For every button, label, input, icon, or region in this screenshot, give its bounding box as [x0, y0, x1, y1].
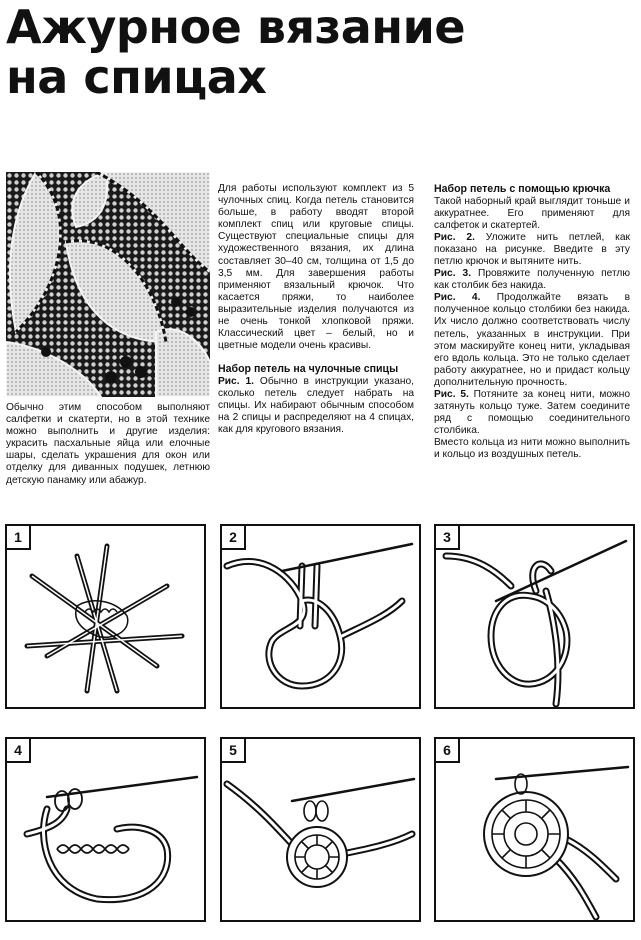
- figure-5: [220, 737, 421, 922]
- page-title: [6, 2, 465, 102]
- tightened-ring-icon: [222, 739, 419, 920]
- left-column-text: Обычно этим способом выполняют салфетки и скатерти, но в этой технике можно выполнить и другие изделия: украсить пасхальные яйца или елочные шары, сделать украшения для окон или отделку для диванных подушек, летнюю детскую панамку или абажур.: [6, 402, 210, 486]
- fig2-label: Рис. 2.: [434, 231, 475, 243]
- fig5-text: Потяните за конец нити, можно затянуть кольцо туже. Затем соедините ряд с помощью соединительного столбика.: [434, 389, 630, 437]
- stitches-on-ring-icon: [7, 739, 204, 920]
- figure-2-number: 2: [222, 526, 246, 550]
- fig4-paragraph: [434, 292, 630, 389]
- fig1-label: Рис. 1.: [218, 375, 254, 387]
- figure-5-number: 5: [222, 739, 246, 763]
- fig2-text: Уложите нить петлей, как показано на рисунке. Введите в эту петлю крючок и вытяните нить.: [434, 231, 630, 267]
- figure-1: [5, 524, 206, 709]
- middle-column: [218, 183, 414, 436]
- fig5-paragraph: [434, 389, 630, 437]
- figure-6-number: 6: [436, 739, 460, 763]
- fig4-text: Продолжайте вязать в полученное кольцо столбики без накида. Их число должно соответствовать числу петель, указанных в инструкции. При этом маскируйте конец нити, укладывая его вдоль кольца. Это не только сделает работу аккуратнее, но и придаст кольцу дополнительную прочность.: [434, 292, 630, 388]
- hook-through-loop-icon: [436, 526, 633, 707]
- joined-round-icon: [436, 739, 633, 920]
- hook-outro: Вместо кольца из нити можно выполнить и кольцо из воздушных петель.: [434, 437, 630, 461]
- yarn-loop-icon: [222, 526, 419, 707]
- fig3-label: Рис. 3.: [434, 268, 472, 280]
- materials-paragraph: Для работы используют комплект из 5 чулочных спиц. Когда петель становится больше, в работу вводят второй комплект спиц или круговые спицы. Существуют специальные спицы для художественного вязания, их длина составляет 30–40 см, толщина от 1,5 до 3,5 мм. Для завершения работы применяют вязальный крючок. Что касается пряжи, то наиболее выразительные изделия получаются из не очень тонкой хлопковой пряжи. Классический цвет – белый, но и цветные модели очень красивы.: [218, 183, 414, 352]
- needles-cast-on-heading: Набор петель на чулочные спицы: [218, 363, 399, 376]
- hook-cast-on-heading: Набор петель с помощью крючка: [434, 183, 611, 195]
- fig4-label: Рис. 4.: [434, 292, 481, 304]
- fig1-text: Обычно в инструкции указано, сколько петель следует набрать на спицы. Их набирают обычным способом на 2 спицы и распределяют на 4 спицах, как для кругового вязания.: [218, 375, 414, 436]
- figure-1-number: 1: [7, 526, 31, 550]
- figure-2: [220, 524, 421, 709]
- figure-4-number: 4: [7, 739, 31, 763]
- figure-6: [434, 737, 635, 922]
- fig3-paragraph: [434, 268, 630, 292]
- left-column: [6, 402, 210, 487]
- title-line-1: Ажурное вязание: [6, 0, 466, 54]
- right-column: [434, 183, 630, 462]
- lace-doily-photo: [6, 172, 210, 397]
- fig3-text: Провяжите полученную петлю как столбик без накида.: [434, 268, 630, 292]
- double-pointed-needles-icon: [7, 526, 204, 707]
- hook-intro: Такой наборный край выглядит тоньше и аккуратнее. Его применяют для салфеток и скатертей.: [434, 195, 630, 231]
- title-line-2: на спицах: [6, 50, 267, 104]
- fig1-paragraph: [218, 376, 414, 436]
- figure-3-number: 3: [436, 526, 460, 550]
- fig2-paragraph: [434, 232, 630, 268]
- figure-4: [5, 737, 206, 922]
- fig5-label: Рис. 5.: [434, 389, 469, 400]
- figure-3: [434, 524, 635, 709]
